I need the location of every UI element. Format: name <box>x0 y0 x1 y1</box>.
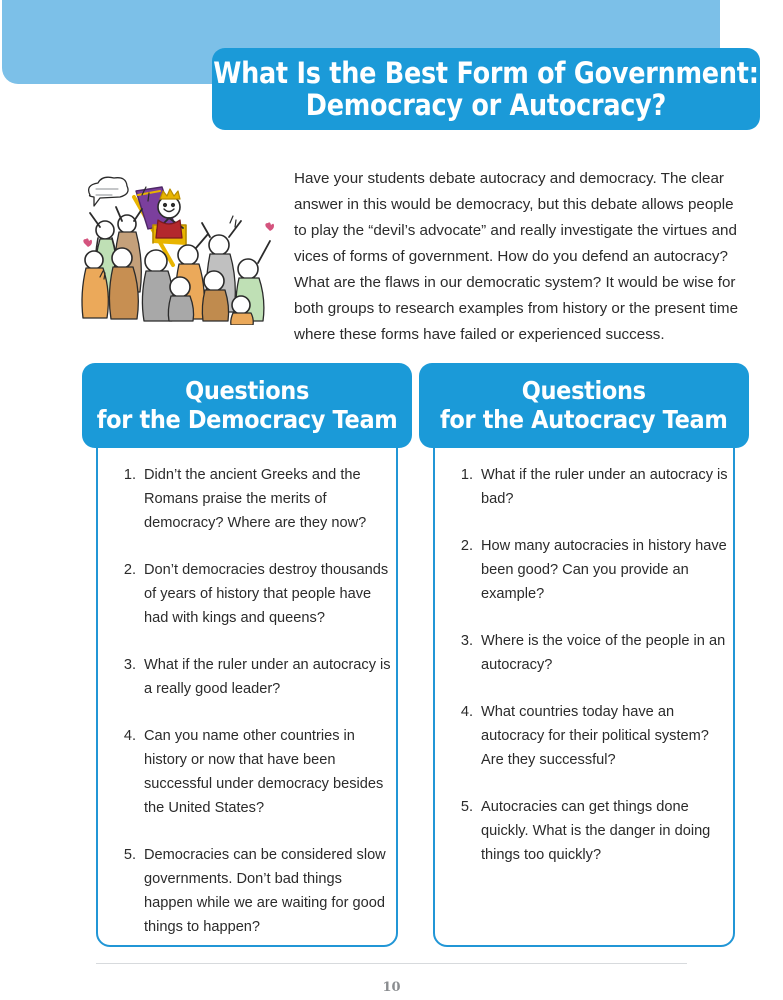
autocracy-question-list <box>449 463 731 890</box>
list-item <box>112 463 394 535</box>
question-panels <box>0 363 783 953</box>
question-text: Autocracies can get things done quickly. What is the danger in doing things too quickly? <box>481 799 711 863</box>
list-item <box>112 558 394 630</box>
democracy-question-list <box>112 463 394 962</box>
question-text: Can you name other countries in history or now that have been successful under democracy besides the United States? <box>144 728 384 816</box>
list-item <box>112 724 394 820</box>
list-item <box>449 463 731 511</box>
question-text: What countries today have an autocracy for their political system? Are they successful? <box>481 704 709 768</box>
autocracy-header-line-1: Questions <box>522 376 646 405</box>
question-number: 4. <box>123 728 136 744</box>
page-title-line-2: Democracy or Autocracy? <box>305 88 667 122</box>
question-number: 2. <box>460 538 473 554</box>
autocracy-header-line-2: for the Autocracy Team <box>440 404 728 434</box>
question-text: What if the ruler under an autocracy is bad? <box>481 467 728 507</box>
intro-section <box>0 160 783 343</box>
page-title <box>213 57 758 122</box>
democracy-header-line-2: for the Democracy Team <box>96 404 398 434</box>
autocracy-panel-header <box>419 363 749 448</box>
list-item <box>449 629 731 677</box>
list-item <box>112 653 394 701</box>
question-text: How many autocracies in history have been good? Can you provide an example? <box>481 538 727 602</box>
list-item <box>112 843 394 939</box>
question-text: Where is the voice of the people in an autocracy? <box>481 633 726 673</box>
list-item <box>449 795 731 867</box>
question-number: 5. <box>460 799 473 815</box>
question-number: 3. <box>123 657 136 673</box>
question-number: 1. <box>460 467 473 483</box>
question-text: Didn’t the ancient Greeks and the Romans praise the merits of democracy? Where are they now? <box>144 467 367 531</box>
crowd-carrying-king-illustration <box>78 165 288 325</box>
question-number: 3. <box>460 633 473 649</box>
question-text: Democracies can be considered slow governments. Don’t bad things happen while we are waiting for good things to happen? <box>144 847 386 935</box>
question-number: 2. <box>123 562 136 578</box>
footer-divider <box>96 963 687 964</box>
question-number: 4. <box>460 704 473 720</box>
list-item <box>449 534 731 606</box>
question-number: 1. <box>123 467 136 483</box>
intro-paragraph: Have your students debate autocracy and democracy. The clear answer in this would be democracy, but this debate allows people to play the “devil’s advocate” and really investigate the virtues and vices of forms of government. How do you defend an autocracy? What are the flaws in our democratic system? It would be wise for both groups to research examples from history or the present time where these forms have failed or experienced success. <box>294 170 739 343</box>
list-item <box>449 700 731 772</box>
page-title-line-1: What Is the Best Form of Government: <box>213 55 759 90</box>
question-text: What if the ruler under an autocracy is a really good leader? <box>144 657 391 697</box>
democracy-header-line-1: Questions <box>185 376 309 405</box>
democracy-panel-header <box>82 363 412 448</box>
question-number: 5. <box>123 847 136 863</box>
question-text: Don’t democracies destroy thousands of years of history that people have had with kings and queens? <box>144 562 389 626</box>
page-title-banner <box>212 48 760 130</box>
page-number: 10 <box>382 980 401 995</box>
